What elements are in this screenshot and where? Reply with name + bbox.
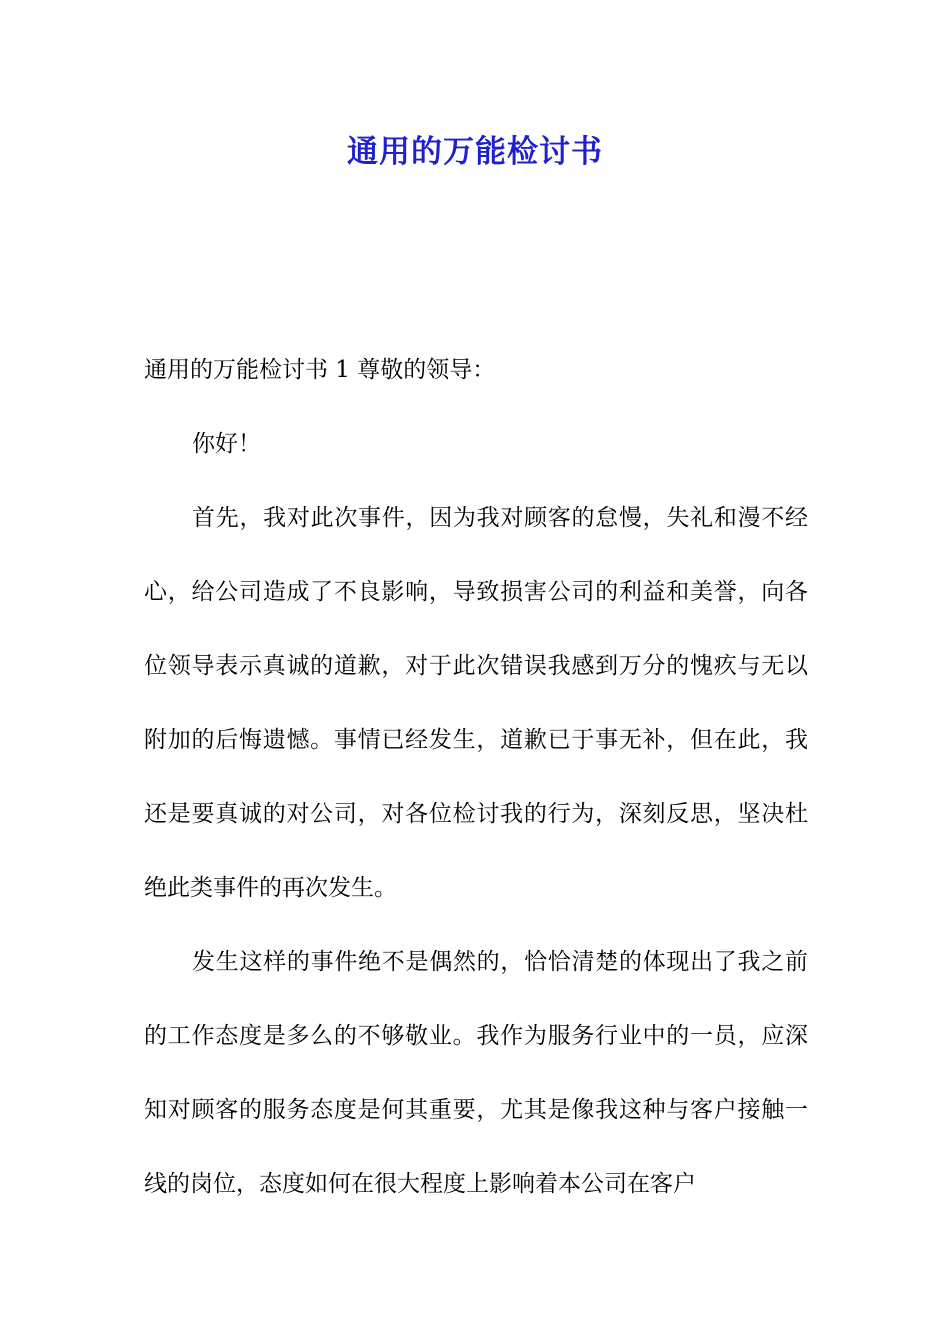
salutation-line: 通用的万能检讨书 1 尊敬的领导： — [144, 357, 496, 383]
greeting-line: 你好！ — [192, 431, 261, 457]
body-paragraph: 发生这样的事件绝不是偶然的，恰恰清楚的体现出了我之前的工作态度是多么的不够敬业。我作为服务行业中的一员，应深知对顾客的服务态度是何其重要，尤其是像我这种与客户接触一线的岗位，态度如何在很大程度上影响着本公司在客户 — [144, 949, 808, 1197]
body-paragraph: 首先，我对此次事件，因为我对顾客的怠慢，失礼和漫不经心，给公司造成了不良影响，导致损害公司的利益和美誉，向各位领导表示真诚的道歉，对于此次错误我感到万分的愧疚与无以附加的后悔遗憾。事情已经发生，道歉已于事无补，但在此，我还是要真诚的对公司，对各位检讨我的行为，深刻反思，坚决杜绝此类事件的再次发生。 — [144, 505, 808, 901]
document-body — [144, 333, 808, 1221]
document-title: 通用的万能检讨书 — [347, 134, 603, 170]
